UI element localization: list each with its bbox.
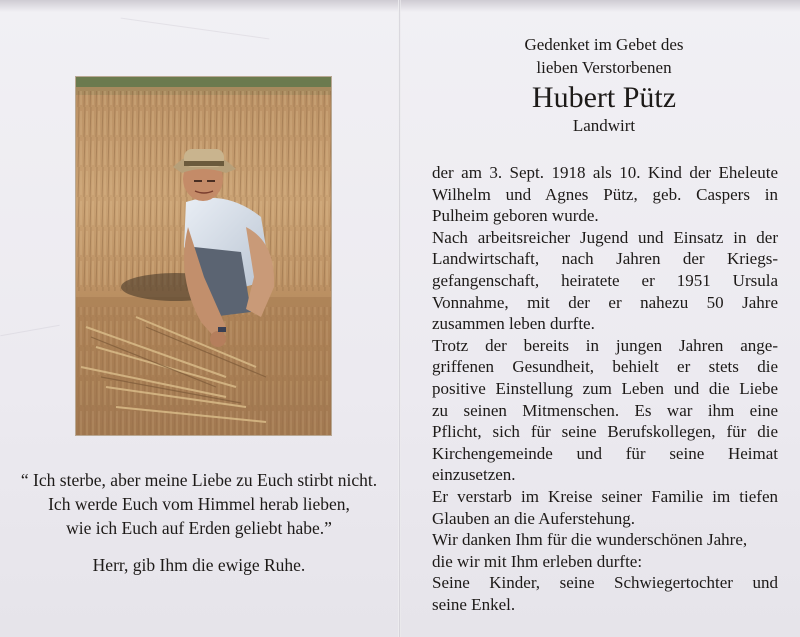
bio-line: Wir danken Ihm für die wunderschönen Jahre, <box>432 530 748 550</box>
bio-line: griffenen Gesundheit, behielt er stets die <box>432 357 778 377</box>
occupation: Landwirt <box>572 116 636 135</box>
paper-crease <box>0 325 59 336</box>
bio-line: Nach arbeitsreicher Jugend und Einsatz in der <box>432 227 778 247</box>
wheat-field-photo <box>76 77 331 435</box>
bio-line: Wilhelm und Agnes Pütz, geb. Caspers in <box>432 184 778 204</box>
bio-line: seine Enkel. <box>432 594 516 614</box>
prayer-line: Herr, gib Ihm die ewige Ruhe. <box>92 555 306 575</box>
bio-line: Pulheim geboren wurde. <box>432 206 599 226</box>
biography-text <box>432 162 778 615</box>
bio-line: die wir mit Ihm erleben durfte: <box>432 551 643 571</box>
bio-line: Pflicht, sich für seine Berufskollegen, für die <box>432 422 778 442</box>
intro-line: Gedenket im Gebet des <box>524 35 684 54</box>
memorial-header <box>404 33 800 137</box>
bio-line: Landwirtschaft, nach Jahren der Kriegs- <box>432 249 778 269</box>
bio-line: gefangenschaft, heiratete er 1951 Ursula <box>432 270 778 290</box>
bio-line: Vonnahme, mit der er nahezu 50 Jahre <box>432 292 778 312</box>
bio-line: einzusetzen. <box>432 465 516 485</box>
center-fold <box>398 0 401 637</box>
bio-line: Seine Kinder, seine Schwiegertochter und <box>432 573 778 593</box>
bio-line: positive Einstellung zum Leben und die Liebe <box>432 378 778 398</box>
bio-line: Kirchengemeinde und für seine Heimat <box>432 443 778 463</box>
quote-line: wie ich Euch auf Erden geliebt habe.” <box>66 518 332 538</box>
bio-line: der am 3. Sept. 1918 als 10. Kind der Eheleute <box>432 163 778 182</box>
farewell-quote <box>0 468 398 540</box>
quote-line: Ich werde Euch vom Himmel herab lieben, <box>48 494 350 514</box>
bio-line: Er verstarb im Kreise seiner Familie im tiefen <box>432 486 778 506</box>
bio-line: zu seinen Mitmenschen. Es war ihm eine <box>432 400 778 420</box>
bio-line: zusammen leben durfte. <box>432 314 595 334</box>
bio-line: Trotz der bereits in jungen Jahren ange- <box>432 335 778 355</box>
quote-line: “ Ich sterbe, aber meine Liebe zu Euch stirbt nicht. <box>20 470 378 490</box>
paper-crease <box>121 18 270 40</box>
intro-line: lieben Verstorbenen <box>536 58 672 77</box>
deceased-name: Hubert Pütz <box>531 81 677 114</box>
portrait-photo <box>75 76 332 436</box>
bio-line: Glauben an die Auferstehung. <box>432 508 635 528</box>
